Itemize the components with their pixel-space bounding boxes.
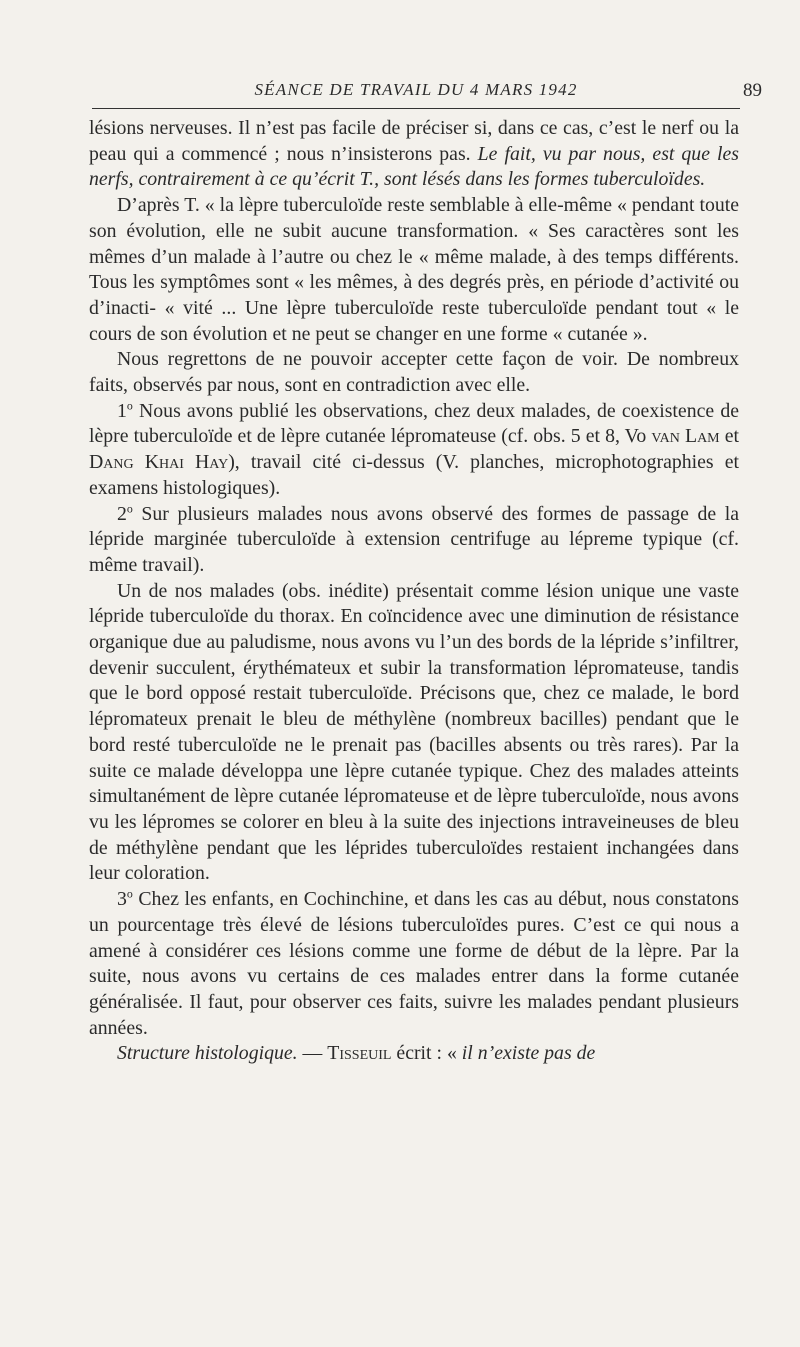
- paragraph-3: Nous regrettons de ne pouvoir accepter cette façon de voir. De nombreux faits, observés par nous, sont en contradiction avec elle.: [89, 348, 739, 397]
- paragraph-2-quotation: D’après T. « la lèpre tuberculoïde reste semblable à elle-même « pendant toute son évolution, elle ne subit aucune transformation. « Ses caractères sont les mêmes d’un malade à l’autre ou chez le « même malade, à des temps différents. Tous les symptômes sont « les mêmes, à des degrés près, en période d’activité ou d’inacti- « vité ... Une lèpre tuberculoïde reste tuberculoïde pendant tout « le cours de son évolution et ne peut se changer en une forme « cutanée ».: [89, 194, 739, 345]
- paragraph-4-point-1: 1$^o$ Nous avons publié les observations, chez deux malades, de coexistence de lèpre tuberculoïde et de lèpre cutanée lépromateuse (cf. obs. 5 et 8, Vo van Lam et Dang Khai Hay), travail cité ci-dessus (V. planches, microphotographies et examens histologiques).: [89, 398, 739, 499]
- page-number: 89: [743, 80, 762, 101]
- paragraph-5-point-2: 2$^o$ Sur plusieurs malades nous avons observé des formes de passage de la lépride marginée tuberculoïde à extension centrifuge au lépreme typique (cf. même travail).: [89, 500, 739, 576]
- italic-statement: Le fait, vu par nous, est que les nerfs, contrairement à ce qu’écrit T., sont lésés dans les formes tuberculoïdes.: [89, 142, 739, 191]
- paragraph-1: lésions nerveuses. Il n’est pas facile de préciser si, dans ce cas, c’est le nerf ou la peau qui a commencé ; nous n’insisterons pas. Le fait, vu par nous, est que les nerfs, contrairement à ce qu’écrit T., sont lésés dans les formes tuberculoïdes.: [89, 117, 739, 191]
- author-name: Tisseuil: [327, 1042, 392, 1065]
- section-heading: Structure histologique.: [117, 1042, 298, 1065]
- running-title: SÉANCE DE TRAVAIL DU 4 MARS 1942: [254, 80, 578, 99]
- italic-quote: il n’existe pas de: [461, 1042, 596, 1065]
- paragraph-8: Structure histologique. — Tisseuil écrit : « il n’existe pas de: [117, 1042, 596, 1065]
- paragraph-7-point-3: 3$^o$ Chez les enfants, en Cochinchine, et dans les cas au début, nous constatons un pourcentage très élevé de lésions tuberculoïdes pures. C’est ce qui nous a amené à considérer ces lésions comme une forme de début de la lèpre. Par la suite, nous avons vu certains de ces malades entrer dans la forme cutanée généralisée. Il faut, pour observer ces faits, suivre les malades pendant plusieurs années.: [89, 886, 739, 1039]
- body-text: [89, 116, 739, 1067]
- paragraph-6: Un de nos malades (obs. inédite) présentait comme lésion unique une vaste lépride tuberculoïde du thorax. En coïncidence avec une diminution de résistance organique due au paludisme, nous avons vu l’un des bords de la lépride s’infiltrer, devenir succulent, érythémateux et subir la transformation lépromateuse, tandis que le bord opposé restait tuberculoïde. Précisons que, chez ce malade, le bord lépromateux prenait le bleu de méthylène (nombreux bacilles) pendant que le bord resté tuberculoïde ne le prenait pas (bacilles absents ou très rares). Par la suite ce malade développa une lèpre cutanée typique. Chez des malades atteints simultanément de lèpre cutanée lépromateuse et de lèpre tuberculoïde, nous avons vu les lépromes se colorer en bleu à la suite des injections intraveineuses de bleu de méthylène pendant que les léprides tuberculoïdes restaient inchangées dans leur coloration.: [89, 579, 739, 885]
- page-header: [92, 74, 762, 109]
- author-name: van Lam: [651, 425, 720, 448]
- author-name: Dang Khai Hay: [89, 451, 229, 474]
